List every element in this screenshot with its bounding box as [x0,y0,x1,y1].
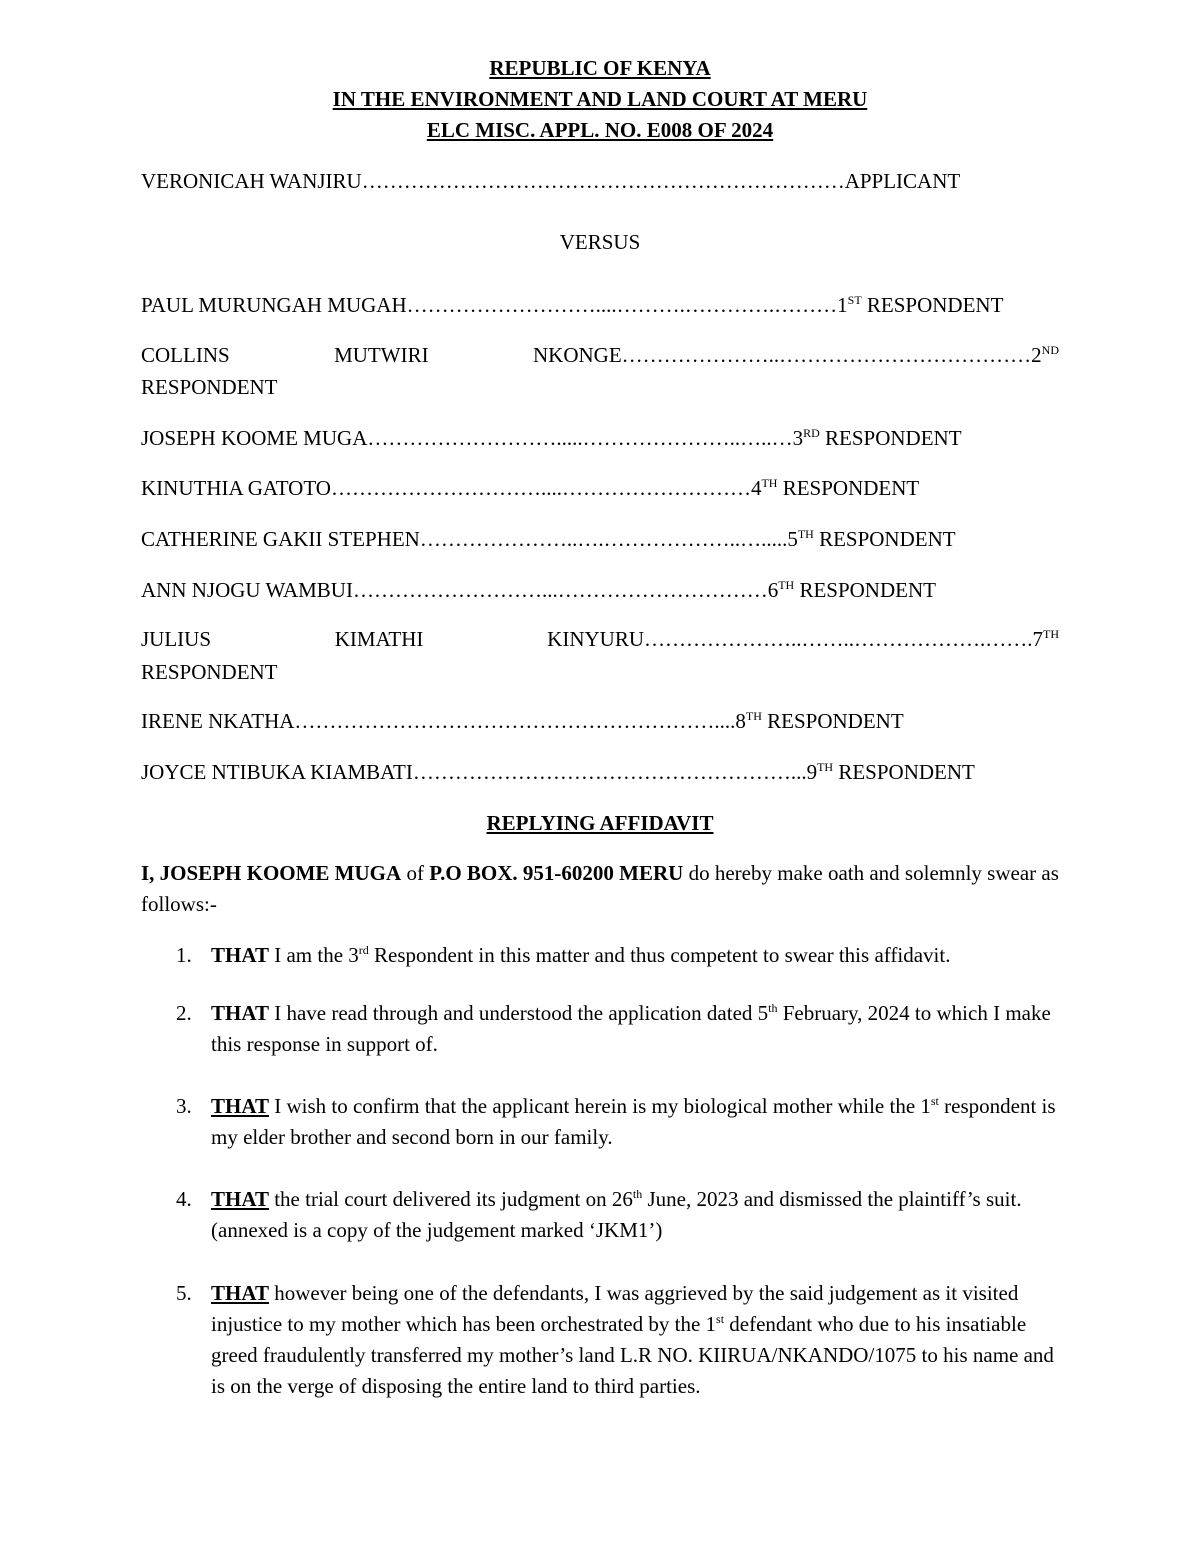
respondent-role: RESPONDENT [833,760,975,784]
versus-label: VERSUS [559,230,641,254]
item-text-part: Respondent in this matter and thus competent to swear this affidavit. [368,943,951,967]
respondent-name: IRENE NKATHA [141,709,295,733]
respondent-ordinal: 3 [792,426,804,450]
item-text-part: I have read through and understood the application dated 5 [268,1001,769,1025]
respondent-name-word: MUTWIRI [334,343,429,367]
item-text [211,1091,1056,1153]
ordinal-suffix: st [930,1094,939,1108]
ordinal-suffix: TH [817,760,834,774]
item-lead: THAT [211,1281,269,1305]
respondent-role: RESPONDENT [141,660,278,684]
item-text-part: I wish to confirm that the applicant herein is my biological mother while the 1 [268,1094,931,1118]
respondent-ordinal: 4 [750,476,762,500]
respondent-name-word: COLLINS [141,343,230,367]
respondent-name-word: JULIUS [141,627,212,651]
item-lead: THAT [211,1187,269,1211]
party-respondent-5 [141,527,1059,551]
item-number: 2. [176,1001,192,1025]
leader-dots: ………………………....……….………….……… [406,293,838,317]
leader-dots: …………………………………………………………… [361,169,845,193]
item-number: 5. [176,1281,192,1305]
respondent-role: RESPONDENT [794,578,936,602]
applicant-name: VERONICAH WANJIRU [141,169,362,193]
party-respondent-8 [141,709,1059,733]
applicant-role: APPLICANT [844,169,961,193]
ordinal-suffix: st [716,1312,725,1326]
party-respondent-3 [141,426,1059,450]
item-text-part: February, 2024 to which I make this response in support of. [211,1001,1051,1056]
ordinal-suffix: RD [803,426,820,440]
intro-paragraph [141,858,1061,920]
respondent-name-word: KIMATHI [334,627,424,651]
header-republic: REPUBLIC OF KENYA [489,56,711,80]
ordinal-suffix: th [632,1187,643,1201]
respondent-role: RESPONDENT [861,293,1004,317]
item-text [211,1278,1056,1402]
item-text [211,998,1056,1060]
party-respondent-9 [141,760,1059,784]
ordinal-suffix: TH [797,527,814,541]
party-respondent-2 [141,343,1059,367]
ordinal-suffix: TH [778,578,795,592]
respondent-ordinal: 2 [1031,343,1042,367]
item-number: 4. [176,1187,192,1211]
item-text [211,1184,1056,1246]
item-text [211,940,1056,971]
respondent-role: RESPONDENT [819,426,962,450]
item-text-part: however being one of the defendants, I was aggrieved by the said judgement as it visited injustice to my mother which has been orchestrated by the 1 [211,1281,1019,1336]
party-respondent-1 [141,293,1059,317]
respondent-name: CATHERINE GAKII STEPHEN [141,527,420,551]
respondent-name: KINUTHIA GATOTO [141,476,331,500]
item-number: 3. [176,1094,192,1118]
respondent-role: RESPONDENT [777,476,920,500]
respondent-ordinal: 6 [767,578,779,602]
ordinal-suffix: ND [1041,343,1059,357]
document-title: REPLYING AFFIDAVIT [486,811,714,835]
respondent-ordinal: 5 [787,527,798,551]
party-respondent-7 [141,627,1059,651]
intro-text: of [401,861,430,885]
respondent-name: JOSEPH KOOME MUGA [141,426,368,450]
ordinal-suffix: TH [761,476,778,490]
item-text-part: respondent is my elder brother and second born in our family. [211,1094,1056,1149]
party-respondent-6 [141,578,1059,602]
item-text-part: I am the 3 [268,943,359,967]
respondent-ordinal: 7 [1032,627,1043,651]
respondent-ordinal: 8 [735,709,746,733]
respondent-name: JOYCE NTIBUKA KIAMBATI [141,760,413,784]
intro-text: do hereby make oath and solemnly swear as follows:- [141,861,1059,916]
item-text-part: defendant who due to his insatiable greed fraudulently transferred my mother’s land L.R NO. KIIRUA/NKANDO/1075 to his name and is on the verge of disposing the entire land to third parties. [211,1312,1054,1398]
leader-dots: ………………………...………………………… [352,578,768,602]
item-lead: THAT [211,1001,269,1025]
respondent-ordinal: 9 [806,760,818,784]
respondent-role: RESPONDENT [813,527,956,551]
respondent-name-word: KINYURU [547,627,644,651]
respondent-role: RESPONDENT [141,375,278,399]
leader-dots: …………………..……..……………….……. [644,627,1033,651]
respondent-role: RESPONDENT [761,709,904,733]
ordinal-suffix: ST [847,293,862,307]
item-lead: THAT [211,1094,269,1118]
leader-dots: …………………..….………………..…..... [419,527,788,551]
item-lead: THAT [211,943,269,967]
ordinal-suffix: TH [745,709,762,723]
respondent-name-word: NKONGE [533,343,622,367]
header-case-number: ELC MISC. APPL. NO. E008 OF 2024 [426,118,774,142]
ordinal-suffix: TH [1043,627,1059,641]
item-number: 1. [176,943,192,967]
leader-dots: …………………..……………………………… [621,343,1032,367]
leader-dots: …………………………....……………………… [330,476,751,500]
respondent-name: PAUL MURUNGAH MUGAH [141,293,407,317]
ordinal-suffix: th [768,1001,778,1015]
leader-dots: ……………………….....…………………..…..… [367,426,793,450]
party-applicant [141,169,1059,193]
leader-dots: …………………………………………………….... [294,709,736,733]
party-respondent-4 [141,476,1059,500]
respondent-name: ANN NJOGU WAMBUI [141,578,353,602]
deponent-address: P.O BOX. 951-60200 MERU [429,861,684,885]
header-court: IN THE ENVIRONMENT AND LAND COURT AT MERU [332,87,868,111]
leader-dots: ………………………………………………... [412,760,807,784]
deponent-name: I, JOSEPH KOOME MUGA [141,861,402,885]
item-text-part: the trial court delivered its judgment on 26 [268,1187,633,1211]
item-text-part: June, 2023 and dismissed the plaintiff’s suit. (annexed is a copy of the judgement marked ‘JKM1’) [211,1187,1022,1242]
respondent-ordinal: 1 [837,293,848,317]
ordinal-suffix: rd [358,943,369,957]
